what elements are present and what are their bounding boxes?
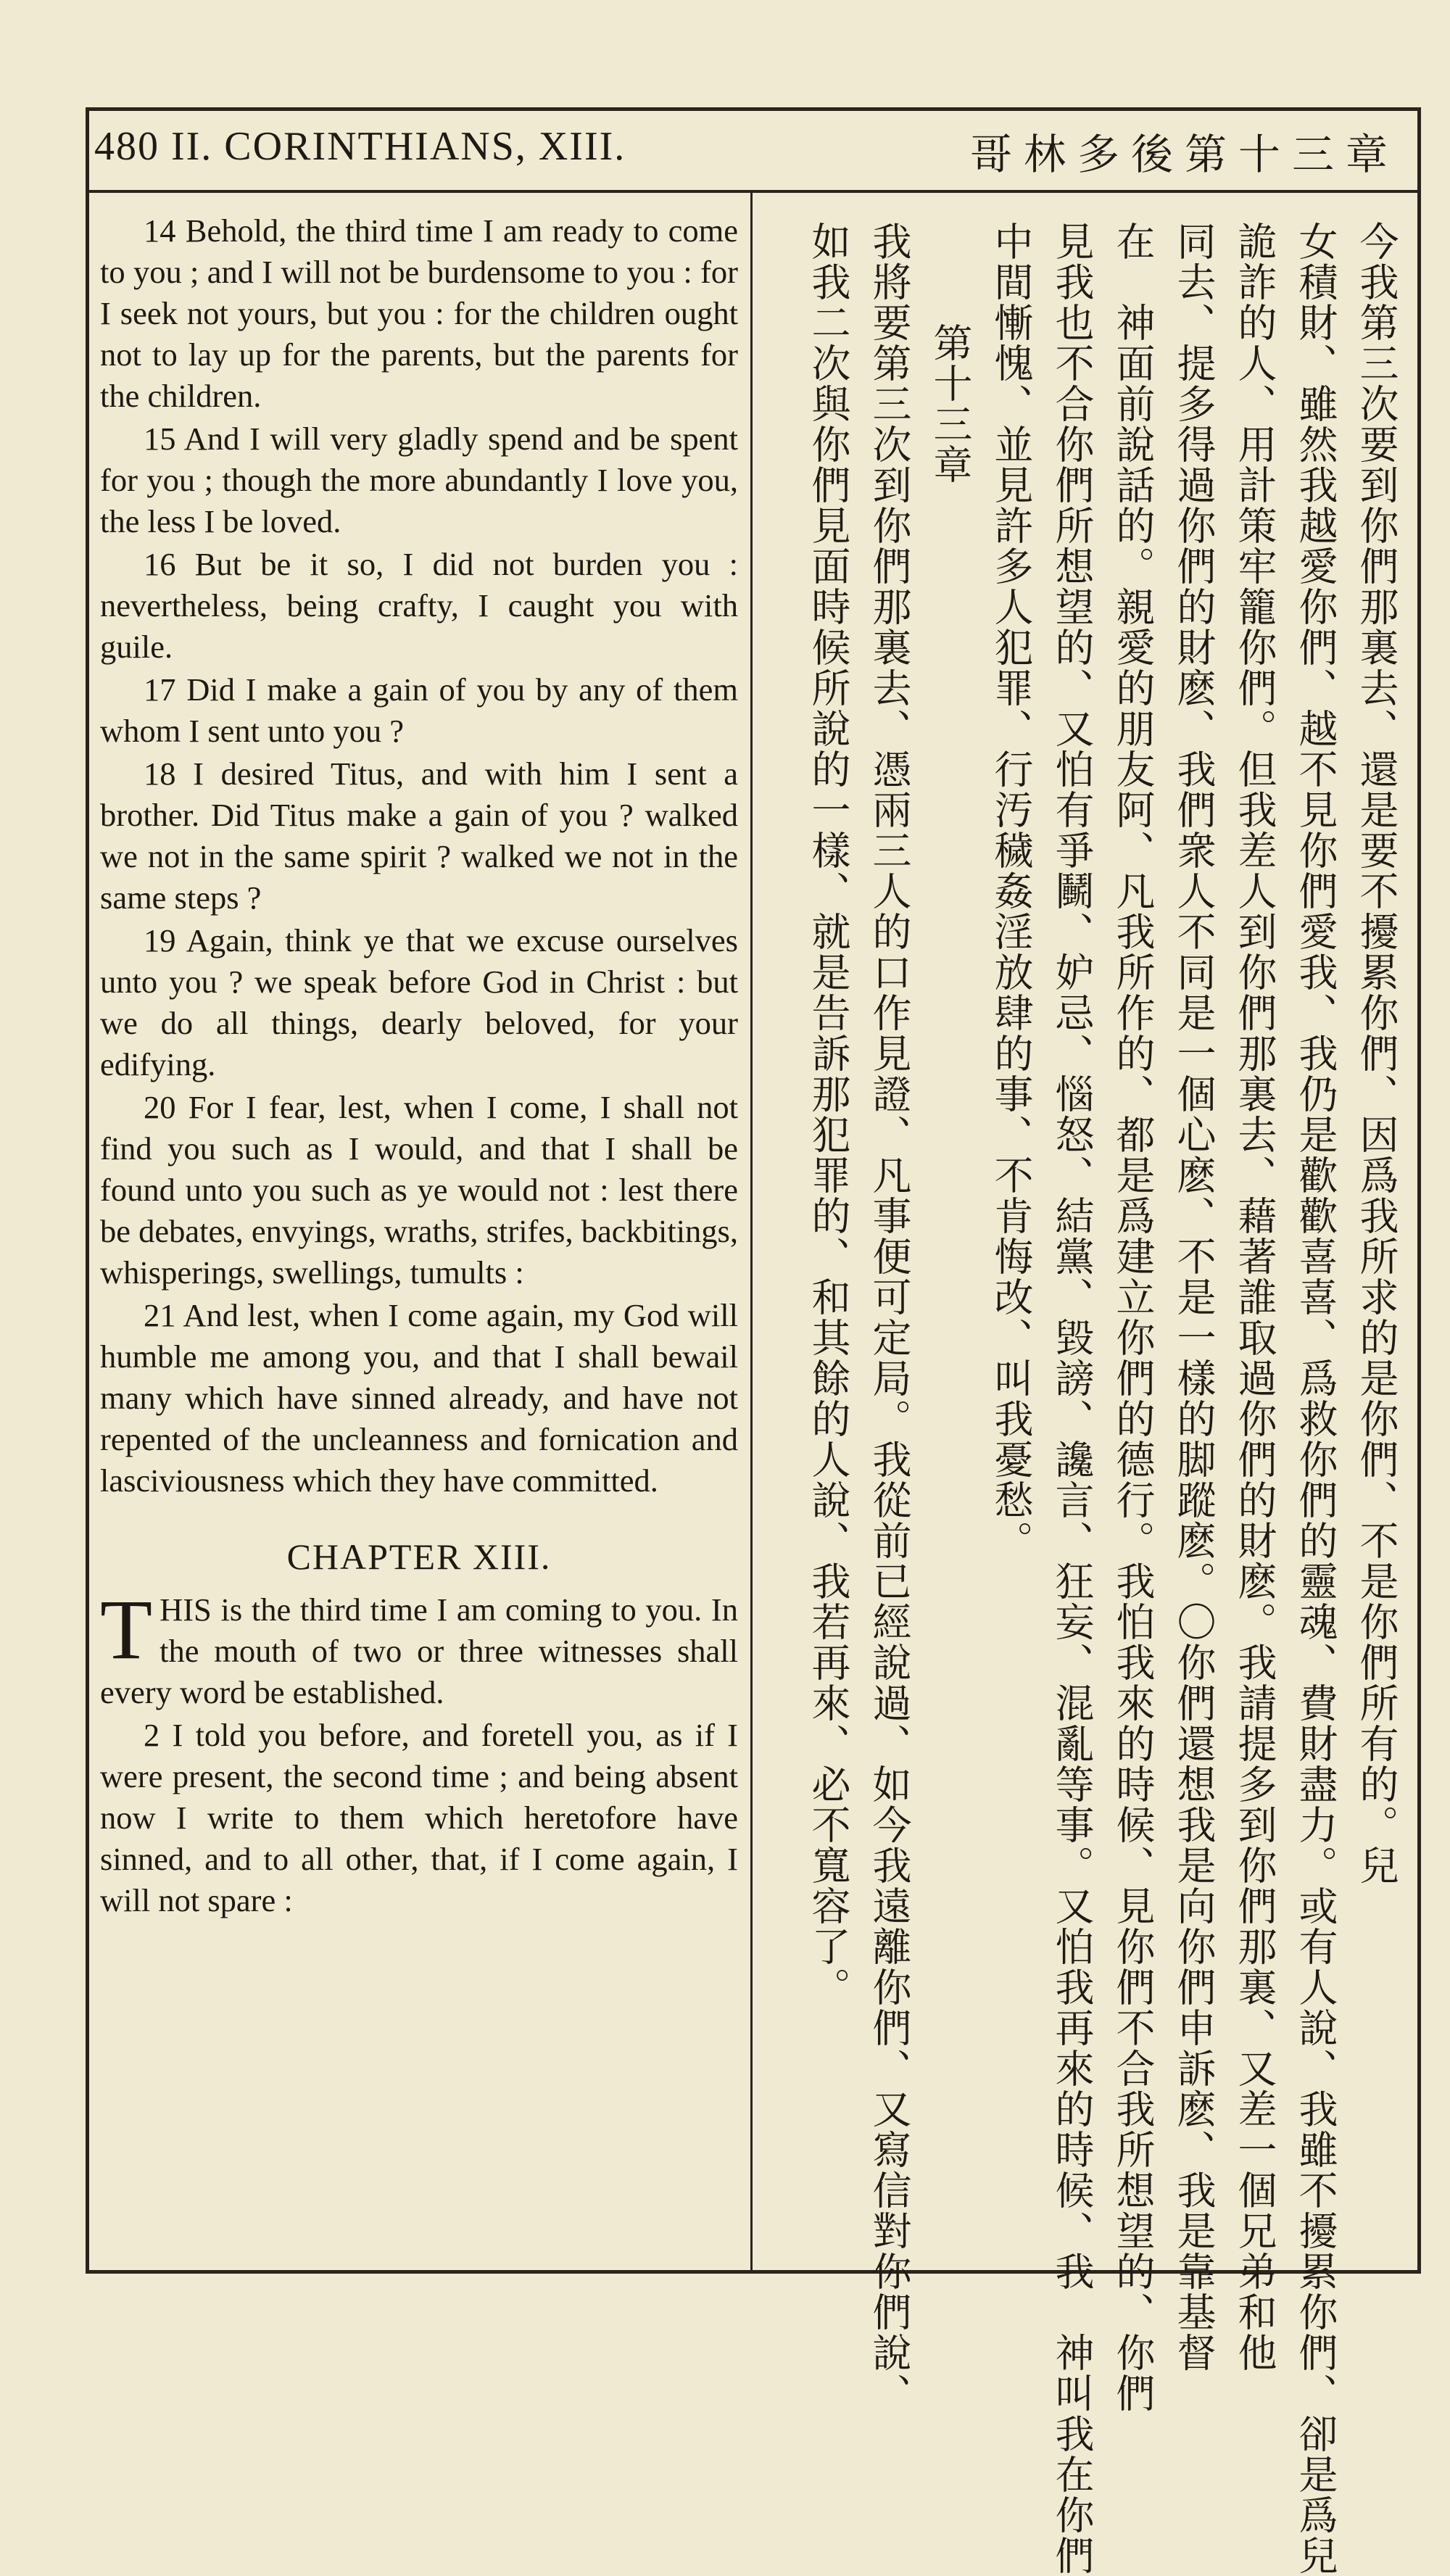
verse-17: 17 Did I make a gain of you by any of them whom I sent unto you ? bbox=[100, 671, 738, 749]
verse-20: 20 For I fear, lest, when I come, I shall not find you such as I would, and that I shall be found unto you such as ye would not : lest there be debates, envyings, wraths, strifes, backbitings, whisperings, swellings, tumults : bbox=[100, 1089, 738, 1291]
chinese-line-3: 詭詐的人、用計策牢籠你們。但我差人到你們那裏去、藉著誰取過你們的財麽。我請提多到你們那裏、又差一個兄弟和他 bbox=[1232, 221, 1277, 2373]
running-header bbox=[86, 107, 1421, 193]
chinese-line-6: 見我也不合你們所想望的、又怕有爭鬭、妒忌、惱怒、結黨、毀謗、讒言、狂妄、混亂等事。又怕我再來的時候、我 神叫我在你們 bbox=[1049, 221, 1095, 2576]
chinese-chapter-heading: 第十三章 bbox=[927, 323, 973, 485]
chinese-line-2: 女積財、雖然我越愛你們、越不見你們愛我、我仍是歡歡喜喜、爲救你們的靈魂、費財盡力。或有人說、我雖不擾累你們、卻是爲兒 bbox=[1293, 221, 1338, 2576]
verse-21: 21 And lest, when I come again, my God will humble me among you, and that I shall bewail many which have sinned already, and have not repented of the uncleanness and fornication and lasciviousness which they have committed. bbox=[100, 1297, 738, 1499]
chinese-line-5: 在 神面前說話的。親愛的朋友阿、凡我所作的、都是爲建立你們的德行。我怕我來的時候、見你們不合我所想望的、你們 bbox=[1110, 221, 1156, 2414]
chapter-verse-1 bbox=[100, 1582, 738, 1713]
chapter-title: CHAPTER XIII. bbox=[286, 1536, 552, 1577]
chinese-chapter-line-1: 我將要第三次到你們那裏去、憑兩三人的口作見證、凡事便可定局。我從前已經說過、如今我遠離你們、又寫信對你們說、 bbox=[866, 221, 912, 2414]
chinese-line-7: 中間慚愧、並見許多人犯罪、行汚穢姦淫放肆的事、不肯悔改、叫我憂愁。 bbox=[988, 221, 1034, 1561]
english-column bbox=[100, 210, 738, 1923]
chapter-verse-2: 2 I told you before, and foretell you, as if I were present, the second time ; and being absent now I write to them which heretofore have sinned, and to all other, that, if I come again, I will not spare : bbox=[100, 1717, 738, 1918]
header-title-chinese: 哥林多後第十三章 bbox=[969, 130, 1399, 179]
verse-16: 16 But be it so, I did not burden you : nevertheless, being crafty, I caught you with guile. bbox=[100, 546, 738, 665]
chinese-line-1: 今我第三次要到你們那裏去、還是要不擾累你們、因爲我所求的是你們、不是你們所有的。兒 bbox=[1354, 221, 1399, 1886]
verse-18: 18 I desired Titus, and with him I sent a brother. Did Titus make a gain of you ? walked we not in the same spirit ? walked we not in the same steps ? bbox=[100, 755, 738, 916]
drop-cap: T bbox=[100, 1582, 153, 1677]
column-divider bbox=[750, 193, 753, 2274]
chinese-chapter-line-2: 如我二次與你們見面時候所說的一樣、就是告訴那犯罪的、和其餘的人說、我若再來、必不寬容了。 bbox=[805, 221, 851, 2008]
verse-15: 15 And I will very gladly spend and be spent for you ; though the more abundantly I love you, the less I be loved. bbox=[100, 421, 738, 539]
chinese-column bbox=[768, 221, 1406, 2576]
page-number: 480 bbox=[94, 124, 160, 169]
verse-19: 19 Again, think ye that we excuse ourselves unto you ? we speak before God in Christ : but we do all things, dearly beloved, for your edifying. bbox=[100, 922, 738, 1082]
chinese-line-4: 同去、提多得過你們的財麽、我們衆人不同是一個心麽、不是一樣的脚蹤麽。〇你們還想我是向你們申訴麽、我是靠基督 bbox=[1171, 221, 1217, 2373]
verse-14: 14 Behold, the third time I am ready to come to you ; and I will not be burdensome to you : for I seek not yours, but you : for the children ought not to lay up for the parents, but the parents for the children. bbox=[100, 212, 738, 414]
header-title-english: II. CORINTHIANS, XIII. bbox=[171, 124, 626, 169]
chapter-verse-1-text: HIS is the third time I am coming to you. In the mouth of two or three witnesses shall every word be established. bbox=[100, 1591, 738, 1710]
header-english bbox=[94, 123, 626, 170]
